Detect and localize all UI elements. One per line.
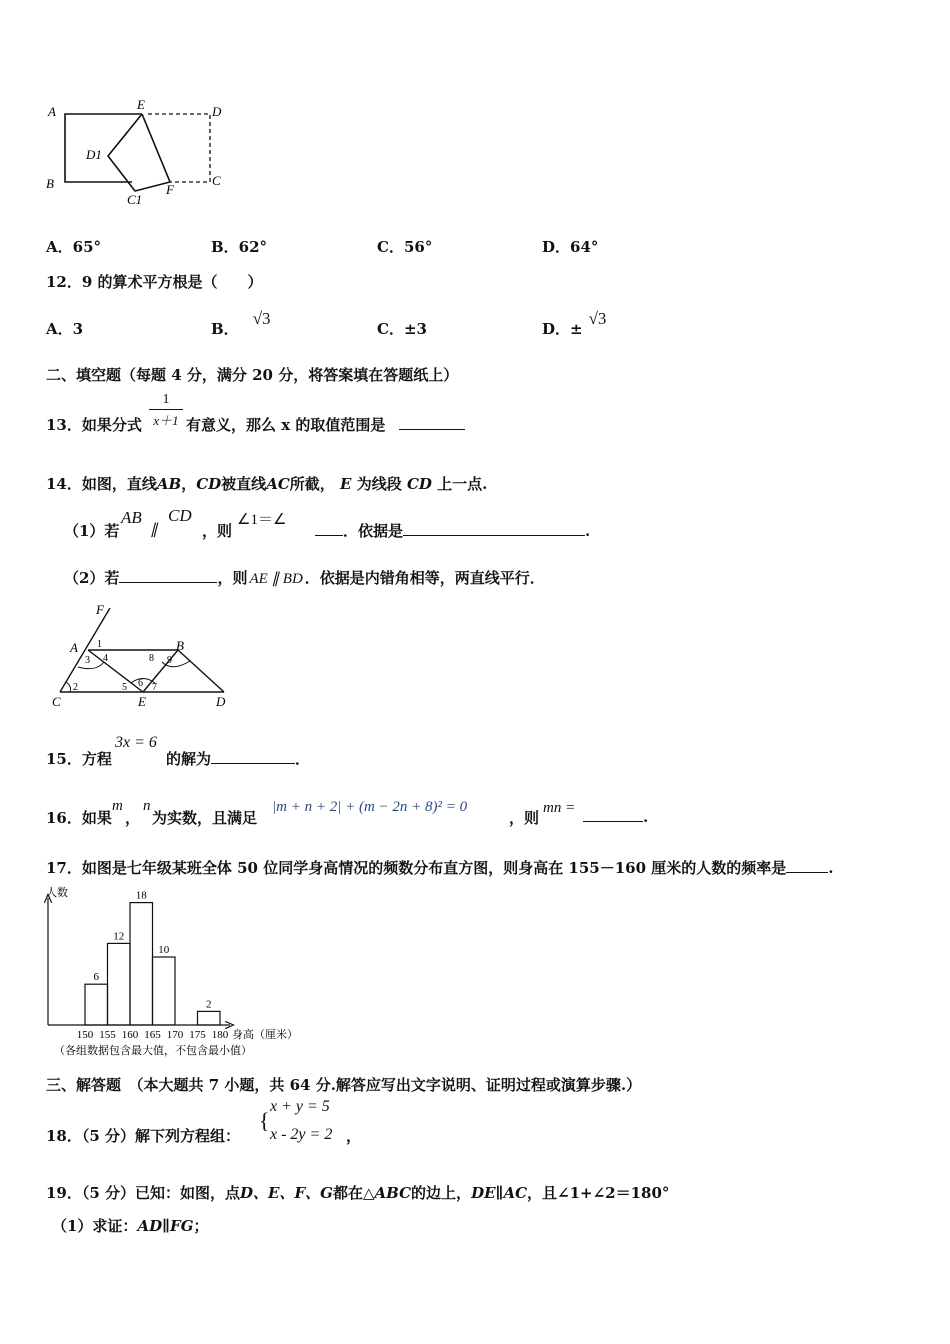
q19-par: DE∥AC xyxy=(471,1184,528,1202)
x-tick-label: 155 xyxy=(99,1029,116,1041)
q14-ab: AB xyxy=(156,475,182,493)
label-e: E xyxy=(137,98,145,112)
line-bd xyxy=(178,650,224,692)
angle-8: 8 xyxy=(149,653,154,664)
q16-then: ，则 xyxy=(509,809,540,827)
q12-option-c: C．±3 xyxy=(377,320,427,338)
q19-mid2: 的边上， xyxy=(411,1184,472,1202)
q14-p2-blank[interactable] xyxy=(119,568,217,583)
section2-heading: 二、填空题（每题 4 分，满分 20 分，将答案填在答题纸上） xyxy=(46,366,459,384)
x-tick-label: 165 xyxy=(144,1029,161,1041)
q14-p1-then: ，则 xyxy=(202,522,233,540)
q17-answer-blank[interactable] xyxy=(786,858,828,873)
q16-prefix: 16．如果 xyxy=(46,809,112,827)
q13-suffix-text: 有意义，那么 x 的取值范围是 xyxy=(186,416,386,434)
q14-mid3: 为线段 xyxy=(356,475,402,493)
q14-p2-prefix: （2）若 xyxy=(64,569,120,587)
q19-p1-math: AD∥FG xyxy=(137,1217,194,1235)
angle-1: 1 xyxy=(97,639,102,650)
q14-mid2: 所截， xyxy=(289,475,335,493)
bar-value-label: 6 xyxy=(93,971,99,984)
histogram-bar xyxy=(108,943,131,1025)
q14-p1-end: . xyxy=(585,522,591,540)
q14-stem xyxy=(46,473,487,494)
q12-option-d-label: D．± xyxy=(542,320,583,338)
q14-cd2: CD xyxy=(406,475,432,493)
q12-option-b-label: B． xyxy=(211,320,239,338)
section3-heading: 三、解答题 （本大题共 7 小题，共 64 分.解答应写出文字说明、证明过程或演算步骤.） xyxy=(46,1076,642,1094)
q14-p1-cd: CD xyxy=(168,506,192,525)
q17-end: . xyxy=(828,859,834,877)
q12-option-b-value: √3 xyxy=(252,309,271,328)
q12-option-b xyxy=(211,308,271,338)
q15-equation: 3x = 6 xyxy=(115,734,157,751)
q12-option-d xyxy=(542,308,607,338)
label-d1: D1 xyxy=(86,147,102,162)
q15-end: ． xyxy=(295,750,311,768)
q19-p1-end: ； xyxy=(193,1217,209,1235)
x-axis-label: 身高（厘米） xyxy=(232,1028,298,1041)
label-d: D xyxy=(212,104,222,119)
label-a: A xyxy=(70,640,78,655)
x-tick-label: 160 xyxy=(121,1029,139,1041)
x-tick-label: 175 xyxy=(189,1029,206,1041)
q14-p2-suffix: ．依据是内错角相等，两直线平行． xyxy=(304,569,545,587)
arc-a xyxy=(78,662,104,669)
q14-mid1: 被直线 xyxy=(221,475,267,493)
q19-points: D、E、F、G xyxy=(240,1184,333,1202)
histogram-bar xyxy=(198,1011,221,1025)
angle-7: 7 xyxy=(152,682,157,693)
q14-p2-then: ，则 xyxy=(217,569,248,587)
q16-m: m xyxy=(112,798,123,814)
q14-e: E xyxy=(340,475,352,493)
arc-c xyxy=(66,682,71,692)
q18-end: ， xyxy=(346,1127,362,1145)
q16-mid: 为实数，且满足 xyxy=(152,809,258,827)
q19-prefix: 19．（5 分）已知：如图，点 xyxy=(46,1184,241,1202)
angle-2: 2 xyxy=(73,682,78,693)
q18-brace: { xyxy=(259,1108,270,1133)
height-histogram xyxy=(40,880,330,1062)
q14-end: 上一点. xyxy=(437,475,488,493)
chart-note: （各组数据包含最大值，不包含最小值） xyxy=(54,1044,252,1057)
q18-prefix: 18．（5 分）解下列方程组： xyxy=(46,1127,241,1145)
q13-fraction xyxy=(149,392,183,429)
q16-rest xyxy=(583,807,648,826)
q19-end: ，且∠1+∠2＝180° xyxy=(527,1184,670,1202)
q18-eq1: x + y = 5 xyxy=(270,1098,330,1115)
q13-numerator: 1 xyxy=(149,392,183,410)
q19-mid: 都在 xyxy=(332,1184,363,1202)
q14-p1-rest xyxy=(315,520,590,541)
q17-text: 17．如图是七年级某班全体 50 位同学身高情况的频数分布直方图，则身高在 155－160 厘米的人数的频率是 xyxy=(46,859,787,877)
label-a: A xyxy=(48,104,56,119)
line-ae xyxy=(88,650,143,692)
q14-sep: ， xyxy=(181,475,197,493)
x-tick-label: 180 xyxy=(211,1029,229,1041)
q13-denominator: x＋1 xyxy=(153,413,179,428)
q14-p2-math: AE ∥ BD xyxy=(249,571,303,587)
q18-eq2: x - 2y = 2 xyxy=(270,1126,333,1143)
histogram-bar xyxy=(85,984,108,1025)
q14-p1-basis: ．依据是 xyxy=(343,522,404,540)
label-c1: C1 xyxy=(127,192,143,207)
q13-answer-blank[interactable] xyxy=(399,415,465,430)
q14-p1-par: ∥ xyxy=(150,522,158,538)
y-axis-label: 人数 xyxy=(46,886,68,899)
bar-value-label: 12 xyxy=(113,930,125,943)
q19-p1-prefix: （1）求证： xyxy=(52,1217,138,1235)
q11-option-b: B．62° xyxy=(211,238,268,256)
folded-quad xyxy=(108,114,170,191)
q14-cd: CD xyxy=(196,475,222,493)
label-e: E xyxy=(138,694,146,709)
q16-answer-blank[interactable] xyxy=(583,807,643,822)
label-f: F xyxy=(96,602,104,617)
q14-stem-prefix: 14．如图，直线 xyxy=(46,475,157,493)
q12-option-d-value: √3 xyxy=(588,309,607,328)
q14-p1-ab: AB xyxy=(121,508,142,527)
q19-stem xyxy=(46,1182,669,1203)
q19-tri: △ABC xyxy=(362,1184,412,1202)
q14-p1-basis-blank[interactable] xyxy=(403,521,585,536)
q14-p2 xyxy=(64,567,545,588)
q14-ac: AC xyxy=(266,475,290,493)
q15-answer-blank[interactable] xyxy=(211,749,295,764)
histogram-bar xyxy=(130,903,153,1025)
q16-condition: |m + n + 2| + (m − 2n + 8)² = 0 xyxy=(272,799,468,815)
q16-n: n xyxy=(143,798,151,814)
angle-3: 3 xyxy=(85,655,90,666)
q13-suffix xyxy=(186,414,465,435)
angle-4: 4 xyxy=(103,653,108,664)
label-c: C xyxy=(212,173,221,188)
angle-5: 5 xyxy=(122,682,127,693)
angle-9: 9 xyxy=(167,655,172,666)
histogram-bar xyxy=(153,957,176,1025)
label-c: C xyxy=(52,694,61,709)
label-f: F xyxy=(166,182,174,197)
q16-expr: mn = xyxy=(543,800,576,816)
q14-p1-angle: ∠1＝∠ xyxy=(237,512,287,528)
x-tick-label: 150 xyxy=(76,1029,94,1041)
transversal-figure xyxy=(48,600,238,712)
q16-sep: ， xyxy=(125,809,141,827)
bar-value-label: 10 xyxy=(158,944,170,956)
q19-p1 xyxy=(52,1215,209,1236)
label-b: B xyxy=(46,176,54,191)
q17-stem xyxy=(46,857,834,878)
q12-stem: 12．9 的算术平方根是（ ） xyxy=(46,273,263,291)
label-b: B xyxy=(176,638,184,653)
rect-edge-solid xyxy=(65,114,142,182)
q11-option-c: C．56° xyxy=(377,238,433,256)
angle-6: 6 xyxy=(138,678,143,689)
bar-value-label: 2 xyxy=(206,998,212,1011)
q15-rest xyxy=(166,748,310,769)
q14-p1-angle-blank[interactable] xyxy=(315,521,343,536)
q11-option-a: A．65° xyxy=(46,238,102,256)
q13-prefix: 13．如果分式 xyxy=(46,416,142,434)
label-d: D xyxy=(216,694,226,709)
q12-option-a: A．3 xyxy=(46,320,84,338)
q15-suffix: 的解为 xyxy=(166,750,212,768)
q11-option-d: D．64° xyxy=(542,238,599,256)
rect-edge-dashed xyxy=(148,114,210,182)
q14-p1-prefix: （1）若 xyxy=(64,522,120,540)
q16-end: . xyxy=(643,808,649,826)
bar-value-label: 18 xyxy=(135,889,147,902)
q15-prefix: 15．方程 xyxy=(46,750,112,768)
fold-figure xyxy=(40,98,240,210)
x-tick-label: 170 xyxy=(166,1029,184,1041)
